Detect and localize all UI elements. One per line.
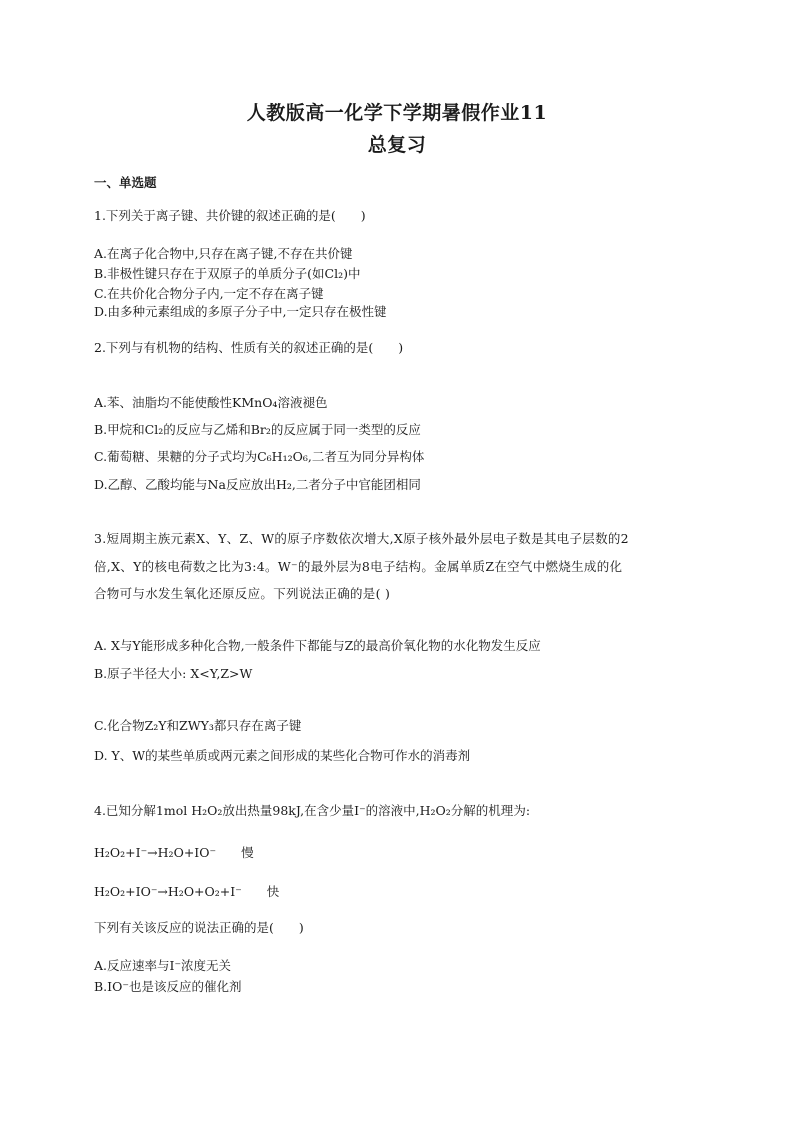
question-2-option-d: D.乙醇、乙酸均能与Na反应放出H₂,二者分子中官能团相同: [94, 477, 421, 492]
question-3-stem-line-2: 倍,X、Y的核电荷数之比为3:4。W⁻的最外层为8电子结构。金属单质Z在空气中燃烧生成的化: [94, 559, 623, 574]
page-title: 人教版高一化学下学期暑假作业11: [246, 102, 548, 124]
section-heading: 一、单选题: [94, 175, 157, 190]
question-1-option-c: C.在共价化合物分子内,一定不存在离子键: [94, 286, 324, 301]
question-3-option-a: A. X与Y能形成多种化合物,一般条件下都能与Z的最高价氧化物的水化物发生反应: [94, 638, 541, 653]
question-4-mechanism-step-1: H₂O₂+I⁻→H₂O+IO⁻ 慢: [94, 845, 254, 860]
question-3-stem-line-1: 3.短周期主族元素X、Y、Z、W的原子序数依次增大,X原子核外最外层电子数是其电子层数的2: [94, 531, 629, 546]
question-3-stem-line-3: 合物可与水发生氧化还原反应。下列说法正确的是( ): [94, 586, 391, 601]
question-1-option-b: B.非极性键只存在于双原子的单质分子(如Cl₂)中: [94, 266, 361, 281]
question-2-option-b: B.甲烷和Cl₂的反应与乙烯和Br₂的反应属于同一类型的反应: [94, 422, 421, 437]
page-subtitle: 总复习: [367, 134, 427, 156]
question-4-option-a: A.反应速率与I⁻浓度无关: [94, 958, 232, 973]
question-1-option-a: A.在离子化合物中,只存在离子键,不存在共价键: [94, 246, 353, 261]
question-1-stem: 1.下列关于离子键、共价键的叙述正确的是( ): [94, 208, 366, 223]
question-4-mechanism-step-2: H₂O₂+IO⁻→H₂O+O₂+I⁻ 快: [94, 884, 280, 899]
question-3-option-d: D. Y、W的某些单质或两元素之间形成的某些化合物可作水的消毒剂: [94, 748, 471, 763]
question-2-option-a: A.苯、油脂均不能使酸性KMnO₄溶液褪色: [94, 395, 328, 410]
question-1-option-d: D.由多种元素组成的多原子分子中,一定只存在极性键: [94, 304, 387, 319]
question-2-option-c: C.葡萄糖、果糖的分子式均为C₆H₁₂O₆,二者互为同分异构体: [94, 449, 425, 464]
question-4-ask: 下列有关该反应的说法正确的是( ): [94, 920, 304, 935]
question-2-stem: 2.下列与有机物的结构、性质有关的叙述正确的是( ): [94, 340, 404, 355]
question-3-option-c: C.化合物Z₂Y和ZWY₃都只存在离子键: [94, 718, 302, 733]
question-4-stem: 4.已知分解1mol H₂O₂放出热量98kJ,在含少量I⁻的溶液中,H₂O₂分解的机理为:: [94, 803, 531, 818]
question-4-option-b: B.IO⁻也是该反应的催化剂: [94, 979, 242, 994]
question-3-option-b: B.原子半径大小: X<Y,Z>W: [94, 666, 253, 681]
